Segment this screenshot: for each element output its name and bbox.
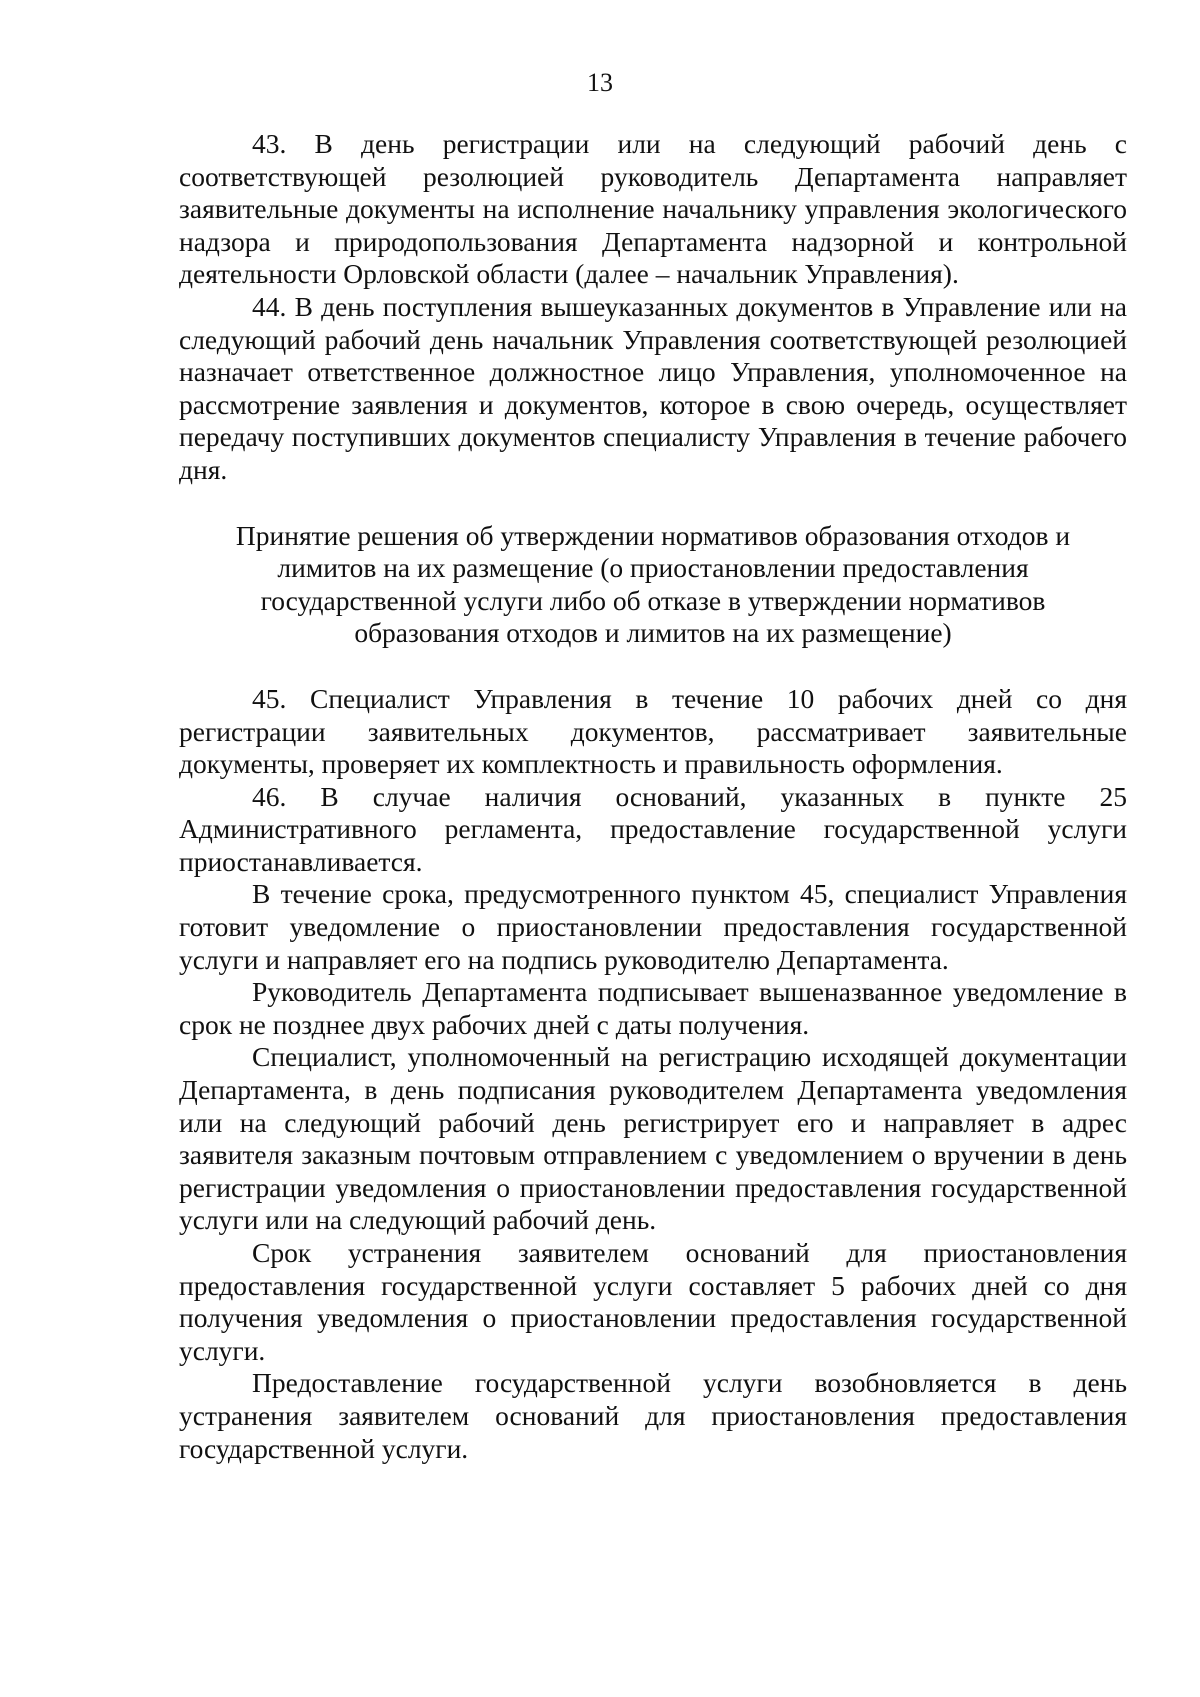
document-body [179,128,1127,1465]
page-number: 13 [587,68,613,97]
paragraph-45: 45. Специалист Управления в течение 10 рабочих дней со дня регистрации заявительных документов, рассматривает заявительные документы, проверяет их комплектность и правильность оформления. [179,682,1127,780]
paragraph-46-registration: Специалист, уполномоченный на регистрацию исходящей документации Департамента, в день подписания руководителем Департамента уведомления или на следующий рабочий день регистрирует его и направляет в адрес заявителя заказным почтовым отправлением с уведомлением о вручении в день регистрации уведомления о приостановлении предоставления государственной услуги или на следующий рабочий день. [179,1041,1127,1236]
section-heading-block [179,520,1127,650]
paragraph-46-signing: Руководитель Департамента подписывает вышеназванное уведомление в срок не позднее двух рабочих дней с даты получения. [179,976,1127,1040]
paragraph-46-deadline: Срок устранения заявителем оснований для приостановления предоставления государственной услуги составляет 5 рабочих дней со дня получения уведомления о приостановлении предоставления государственной услуги. [179,1237,1127,1366]
paragraph-46-term: В течение срока, предусмотренного пунктом 45, специалист Управления готовит уведомление о приостановлении предоставления государственной услуги и направляет его на подпись руководителю Департамента. [179,878,1127,975]
paragraph-43: 43. В день регистрации или на следующий рабочий день с соответствующей резолюцией руководитель Департамента направляет заявительные документы на исполнение начальнику управления экологического надзора и природопользования Департамента надзорной и контрольной деятельности Орловской области (далее – начальник Управления). [179,128,1127,290]
paragraph-46: 46. В случае наличия оснований, указанных в пункте 25 Административного регламента, предоставление государственной услуги приостанавливается. [179,780,1127,877]
paragraph-46-resumption: Предоставление государственной услуги возобновляется в день устранения заявителем оснований для приостановления предоставления государственной услуги. [179,1367,1127,1464]
section-heading: Принятие решения об утверждении нормативов образования отходов и лимитов на их размещение (о приостановлении предоставления государственной услуги либо об отказе в утверждении нормативов образования отходов и лимитов на их размещение) [235,519,1071,649]
paragraph-44: 44. В день поступления вышеуказанных документов в Управление или на следующий рабочий день начальник Управления соответствующей резолюцией назначает ответственное должностное лицо Управления, уполномоченное на рассмотрение заявления и документов, которое в свою очередь, осуществляет передачу поступивших документов специалисту Управления в течение рабочего дня. [179,290,1127,485]
